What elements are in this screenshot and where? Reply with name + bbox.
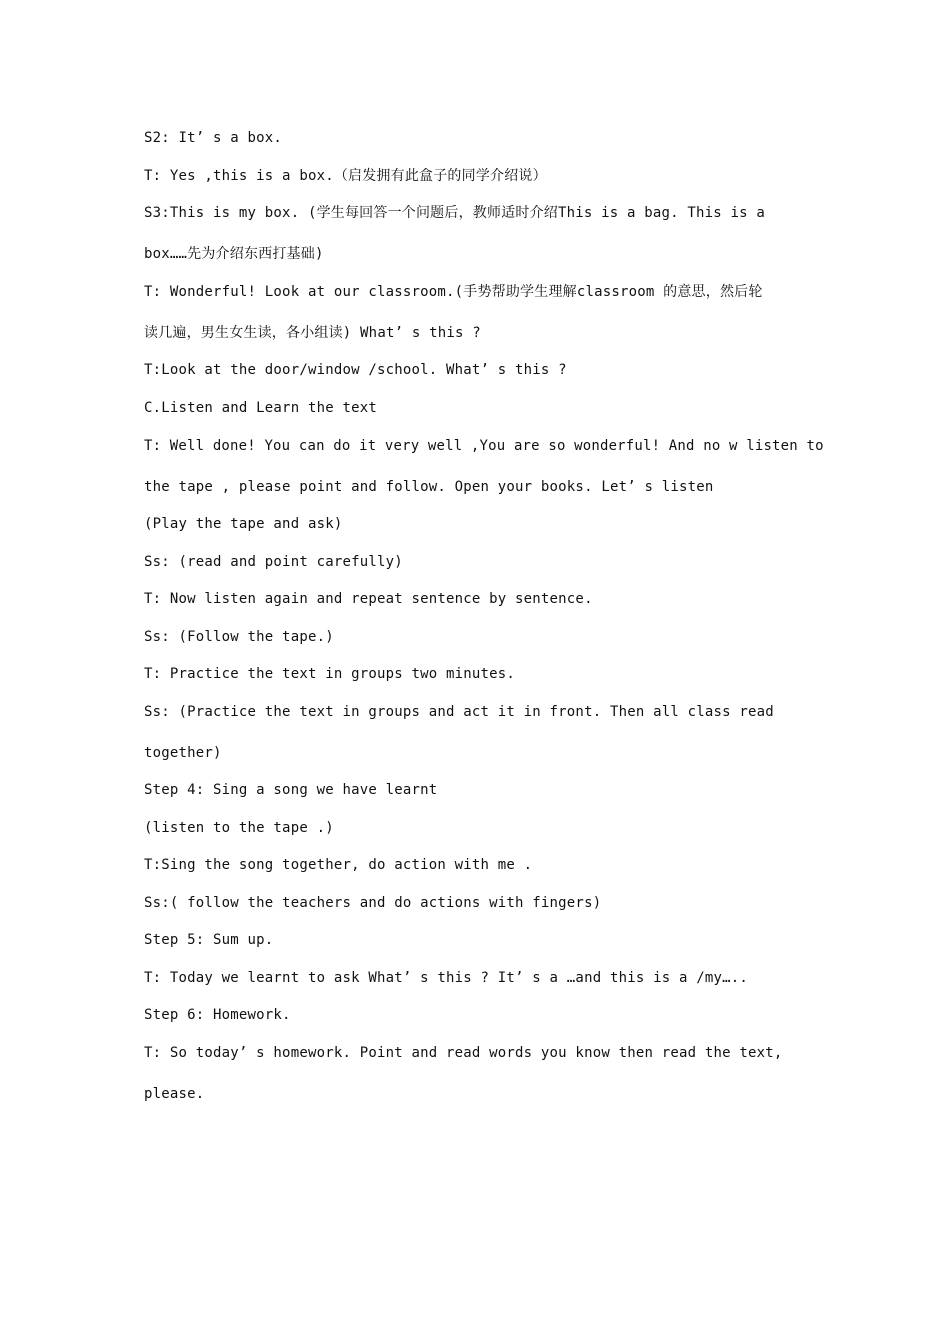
text-line: S3:This is my box. (学生每回答一个问题后，教师适时介绍This is a bag. This is a — [144, 205, 766, 221]
text-line: T: Well done! You can do it very well ,You are so wonderful! And no w listen to — [144, 438, 824, 454]
text-line: S2: It’ s a box. — [144, 130, 283, 146]
text-line: T:Sing the song together, do action with me . — [144, 857, 533, 873]
text-line: T: Practice the text in groups two minutes. — [144, 666, 516, 682]
text-line: T: Today we learnt to ask What’ s this ? It’ s a …and this is a /my….. — [144, 970, 749, 986]
text-line: together) — [144, 745, 222, 761]
text-line: Ss: (read and point carefully) — [144, 554, 403, 570]
text-line: please. — [144, 1086, 205, 1102]
text-line: Ss: (Practice the text in groups and act it in front. Then all class read — [144, 704, 774, 720]
text-line: T: Wonderful! Look at our classroom.(手势帮助学生理解classroom 的意思，然后轮 — [144, 284, 763, 300]
text-line: T: Yes ,this is a box.（启发拥有此盒子的同学介绍说） — [144, 168, 547, 184]
text-line: (Play the tape and ask) — [144, 516, 343, 532]
text-line: T:Look at the door/window /school. What’ s this ? — [144, 362, 567, 378]
text-line: box……先为介绍东西打基础) — [144, 246, 324, 262]
text-line: the tape , please point and follow. Open your books. Let’ s listen — [144, 479, 714, 495]
text-line: Step 6: Homework. — [144, 1007, 291, 1023]
text-line: C.Listen and Learn the text — [144, 400, 377, 416]
text-line: Step 5: Sum up. — [144, 932, 274, 948]
text-line: T: So today’ s homework. Point and read words you know then read the text, — [144, 1045, 783, 1061]
text-line: T: Now listen again and repeat sentence by sentence. — [144, 591, 593, 607]
text-line: 读几遍，男生女生读，各小组读) What’ s this ? — [144, 325, 481, 341]
text-line: Ss: (Follow the tape.) — [144, 629, 334, 645]
text-line: (listen to the tape .) — [144, 820, 334, 836]
text-line: Step 4: Sing a song we have learnt — [144, 782, 438, 798]
text-line: Ss:( follow the teachers and do actions with fingers) — [144, 895, 602, 911]
